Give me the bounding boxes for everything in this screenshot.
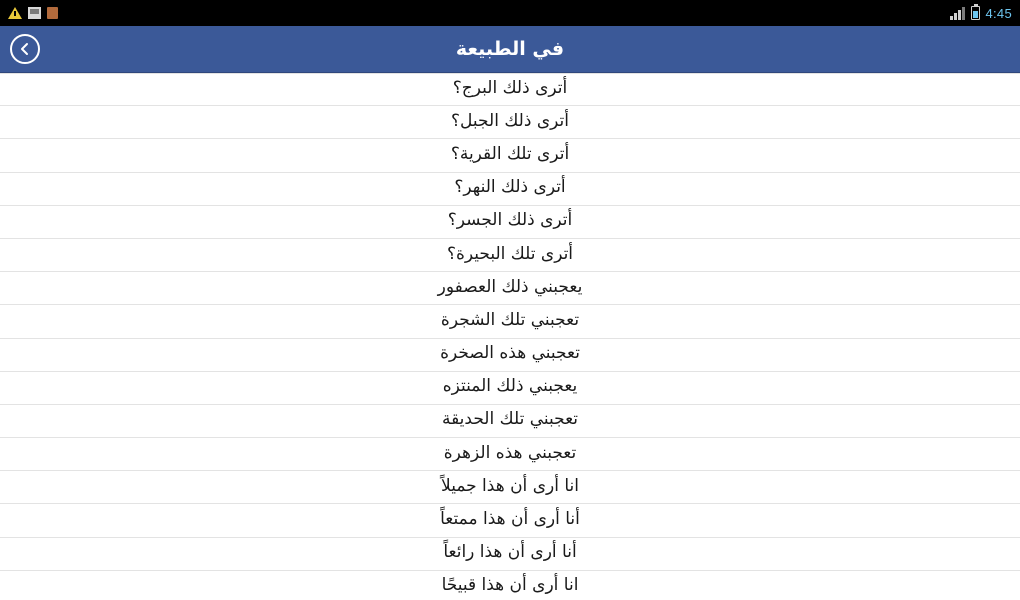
signal-icon xyxy=(950,7,966,20)
back-button[interactable] xyxy=(10,34,40,64)
list-item[interactable]: انا أرى أن هذا قبيحًا xyxy=(0,571,1020,600)
list-item[interactable]: انا أرى أن هذا جميلاً xyxy=(0,471,1020,504)
list-item[interactable]: أنا أرى أن هذا رائعاً xyxy=(0,538,1020,571)
list-item[interactable]: يعجبني ذلك المنتزه xyxy=(0,372,1020,405)
sdcard-icon xyxy=(28,7,41,19)
list-item[interactable]: تعجبني تلك الشجرة xyxy=(0,305,1020,338)
status-bar-clock: 4:45 xyxy=(985,5,1012,21)
list-item[interactable]: يعجبني ذلك العصفور xyxy=(0,272,1020,305)
app-bar xyxy=(0,26,1020,73)
app-icon xyxy=(47,7,58,19)
warning-icon xyxy=(8,7,22,19)
list-item[interactable]: أترى تلك البحيرة؟ xyxy=(0,239,1020,272)
back-arrow-icon xyxy=(18,42,32,56)
list-item[interactable]: تعجبني هذه الصخرة xyxy=(0,339,1020,372)
list-item[interactable]: أترى ذلك الجسر؟ xyxy=(0,206,1020,239)
status-bar-left-icons xyxy=(8,7,58,19)
list-item[interactable]: أترى ذلك البرج؟ xyxy=(0,73,1020,106)
status-bar xyxy=(0,0,1020,26)
list-item[interactable]: أترى تلك القرية؟ xyxy=(0,139,1020,172)
page-title: في الطبيعة xyxy=(455,38,565,60)
list-item[interactable]: تعجبني هذه الزهرة xyxy=(0,438,1020,471)
list-item[interactable]: أترى ذلك الجبل؟ xyxy=(0,106,1020,139)
phrase-list[interactable] xyxy=(0,73,1020,600)
list-item[interactable]: أنا أرى أن هذا ممتعاً xyxy=(0,504,1020,537)
battery-icon xyxy=(971,6,980,20)
list-item[interactable]: أترى ذلك النهر؟ xyxy=(0,173,1020,206)
status-bar-right-icons xyxy=(950,6,1012,21)
list-item[interactable]: تعجبني تلك الحديقة xyxy=(0,405,1020,438)
